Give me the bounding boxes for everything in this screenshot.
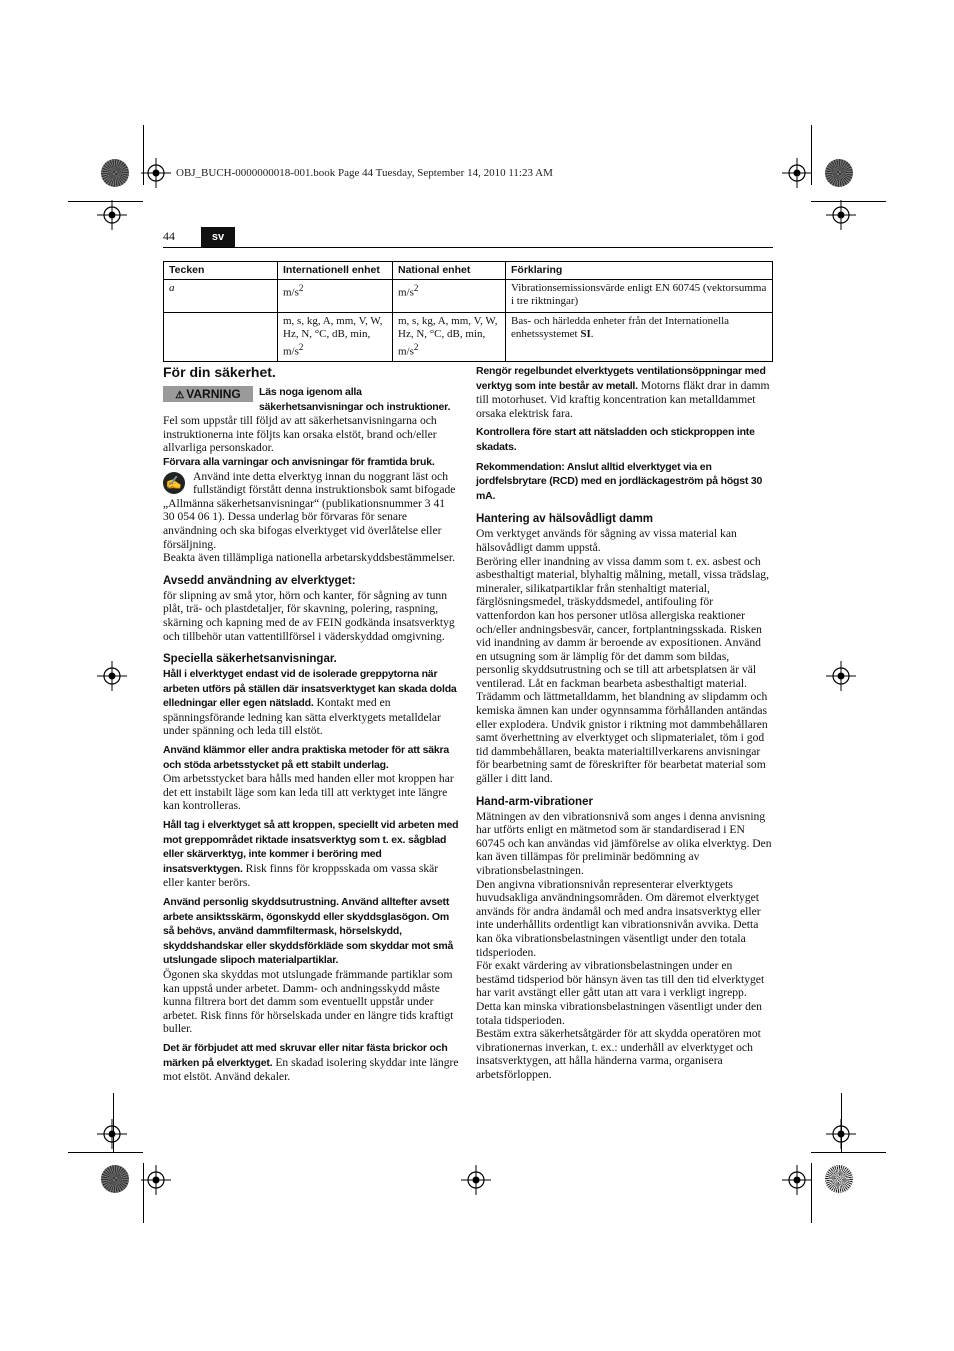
manual-paragraph: ✍ Använd inte detta elverktyg innan du noggrant läst och fullständigt förstått denna instruktionsbok samt bifogade „Allmänna säkerhetsanvisningar“ (publikationsnummer 3 41 30 054 06 1). Dessa underlag bör förvaras för senare användning och ska bifogas elverktyget vid överlåtelse eller försäljning. <box>163 469 456 551</box>
page-number: 44 <box>163 229 175 243</box>
warning-paragraph: ⚠ VARNING Läs noga igenom alla säkerhetsanvisningar och instruktioner. Fel som uppstår till följd av att säkerhetsanvisningarna och instruktionerna inte följts kan orsaka elstöt, brand och/eller allvarliga personskador. <box>163 386 451 455</box>
national-paragraph: Beakta även tillämpliga nationella arbetarskyddsbestämmelser. <box>163 551 456 565</box>
table-cell-intl-unit: m, s, kg, A, mm, V, W, Hz, N, °C, dB, min, $m/s^2$ <box>278 313 393 362</box>
language-tag: sv <box>201 227 235 247</box>
table-header-cell: National enhet <box>393 262 506 280</box>
trim-line <box>68 1152 143 1153</box>
table-header-row <box>164 262 773 280</box>
vibration-paragraph: Bestäm extra säkerhetsåtgärder för att skydda operatören mot vibrationernas inverkan, t. ex.: underhåll av elverktyget och insatsverktygen, att hålla händerna varma, organisera arbetsförloppen. <box>476 1027 761 1081</box>
trim-line <box>811 1152 886 1153</box>
heading-special-safety: Speciella säkerhetsanvisningar. <box>163 653 337 666</box>
heading-vibration: Hand-arm-vibrationer <box>476 795 593 808</box>
table-cell-intl-unit: $m/s^2$ <box>278 280 393 313</box>
table-header-cell: Förklaring <box>506 262 773 280</box>
trim-line <box>811 201 886 202</box>
header-rule <box>163 247 773 248</box>
trim-line <box>143 125 144 185</box>
safety-item: Använd personlig skyddsutrustning. Använd alltefter avsett arbete ansiktsskärm, ögonskydd eller skyddsglasögon. Om så behövs, använd dammfiltermask, hörselskydd, skyddshandskar eller skyddsförkläde som skyddar mot små utslungade slipoch materialpartiklar. Ögonen ska skyddas mot utslungade främmande partiklar som kan uppstå under arbetet. Damm- och andningsskydd måste kunna filtrera bort det damm som eventuellt uppstår under arbetet. Risk finns för hörselskada under en längre tids kraftigt buller. <box>163 896 454 1036</box>
vibration-paragraph: Den angivna vibrationsnivån representerar elverktygets huvudsakliga användningsområden. Om däremot elverktyget används för andra ändamål och med andra insatsverktyg eller inte underhållits ordentligt kan vibrationsnivån avvika. Detta kan öka vibrationsbelastningen väsentligt under den totala tidsperioden. <box>476 877 761 959</box>
table-cell-symbol <box>164 313 278 362</box>
color-disc-mark <box>825 1165 853 1193</box>
intended-use-text: för slipning av små ytor, hörn och kanter, för sågning av tunn plåt, trä- och plastdetaljer, för skavning, polering, raspning, skärning och kapning med de av FEIN godkända insatsverktyg och tillbehör utan vattentillförsel i väderskyddad omgivning. <box>163 588 455 643</box>
units-table <box>163 261 773 362</box>
registration-mark-icon <box>782 1165 812 1195</box>
color-disc-mark <box>101 1165 129 1193</box>
warning-triangle-icon: ⚠ <box>175 390 185 401</box>
registration-mark-icon <box>782 158 812 188</box>
safety-item: Håll tag i elverktyget så att kroppen, speciellt vid arbeten med mot greppområdet riktade insatsverktyg som t. ex. sågblad eller skärverktyg, inte kommer i beröring med insatsverktygen. Risk finns för kroppsskada om vassa skär eller kanter berörs. <box>163 819 459 890</box>
heading-dust: Hantering av hälsovådligt damm <box>476 513 654 526</box>
safety-item: Det är förbjudet att med skruvar eller nitar fästa brickor och märken på elverktyget. En skadad isolering skyddar inte längre mot elstöt. Använd dekaler. <box>163 1041 459 1084</box>
registration-mark-icon <box>97 200 127 230</box>
table-cell-symbol: a <box>164 280 278 313</box>
table-header-cell: Internationell enhet <box>278 262 393 280</box>
registration-mark-icon <box>826 661 856 691</box>
trim-line <box>68 201 143 202</box>
trim-line <box>143 1163 144 1223</box>
color-disc-mark <box>825 159 853 187</box>
registration-mark-icon <box>461 1165 491 1195</box>
safety-item: Håll i elverktyget endast vid de isolerade greppytorna när arbeten utförs på ställen där insatsverktyget kan skada dolda elledningar eller egen nätsladd. Kontakt med en spänningsförande ledning kan sätta elverktygets metalldelar under spänning och leda till elstöt. <box>163 668 457 738</box>
table-row <box>164 313 773 362</box>
trim-line <box>841 1093 842 1153</box>
safety-item: Använd klämmor eller andra praktiska metoder för att säkra och stöda arbetsstycket på ett stabilt underlag. Om arbetsstycket bara hålls med handen eller mot kroppen har det ett instabilt läge som kan leda till att verktyget inte längre kan kontrolleras. <box>163 744 454 813</box>
read-manual-icon: ✍ <box>163 472 185 494</box>
dust-paragraph: Trädamm och lättmetalldamm, het blandning av slipdamm och kemiska ämnen kan under ogynnsamma förhållanden antändas eller explodera. Undvik gnistor i riktning mot dammbehållaren samt överhettning av elverktyget och slipmaterialet, töm i god tid dammbehållaren, beakta materialtillverkarens anvisningar för bearbetning samt de föreskrifter för bearbetat material som gäller i ditt land. <box>476 690 768 786</box>
warning-badge: ⚠ VARNING <box>163 386 253 402</box>
safety-item: Rekommendation: Anslut alltid elverktyget via en jordfelsbrytare (RCD) med en jordläckageström på högst 30 mA. <box>476 460 763 502</box>
table-header-cell: Tecken <box>164 262 278 280</box>
heading-intended-use: Avsedd användning av elverktyget: <box>163 574 356 587</box>
print-slug: OBJ_BUCH-0000000018-001.book Page 44 Tuesday, September 14, 2010 11:23 AM <box>176 167 553 179</box>
color-disc-mark <box>101 159 129 187</box>
dust-paragraph: Om verktyget används för sågning av vissa material kan hälsovådligt damm uppstå. <box>476 527 737 554</box>
registration-mark-icon <box>141 158 171 188</box>
table-cell-desc: Bas- och härledda enheter från det Internationella enhetssystemet SI. <box>506 313 773 362</box>
trim-line <box>811 125 812 185</box>
table-cell-natl-unit: $m/s^2$ <box>393 280 506 313</box>
safety-item: Rengör regelbundet elverktygets ventilationsöppningar med verktyg som inte består av metall. Motorns fläkt drar in damm till motorhuset. Vid kraftig koncentration kan metalldammet orsaka elektrisk fara. <box>476 365 770 420</box>
safety-item: Kontrollera före start att nätsladden och stickproppen inte skadats. <box>476 426 755 453</box>
registration-mark-icon <box>141 1165 171 1195</box>
trim-line <box>113 1093 114 1153</box>
registration-mark-icon <box>826 200 856 230</box>
table-cell-desc: Vibrationsemissionsvärde enligt EN 60745 (vektorsumma i tre riktningar) <box>506 280 773 313</box>
vibration-paragraph: För exakt värdering av vibrationsbelastningen under en bestämd tidsperiod bör hänsyn även tas till den tid elverktyget har varit avstängt eller gått utan att vara i verkligt ingrepp. Detta kan minska vibrationsbelastningen väsentligt under den totala tidsperioden. <box>476 959 765 1027</box>
right-column <box>476 364 772 1082</box>
left-column <box>163 364 459 1089</box>
section-title: För din säkerhet. <box>163 364 276 380</box>
keep-instructions: Förvara alla varningar och anvisningar för framtida bruk. <box>163 455 435 468</box>
registration-mark-icon <box>97 1119 127 1149</box>
trim-line <box>811 1163 812 1223</box>
dust-paragraph: Beröring eller inandning av vissa damm som t. ex. asbest och asbesthaltigt material, blyhaltig målning, metall, vissa trädslag, mineraler, silikatpartiklar från stenhaltigt material, färglösningsmedel, träskyddsmedel, antifouling för vattenfordon kan hos personer utlösa allergiska reaktioner och/eller andningsbesvär, cancer, fortplantningsskada. Risken vid inandning av damm är beroende av expositionen. Använd en utsugning som är lämplig för det damm som bildas, personlig skyddsutrustning och se till att arbetsplatsen är väl ventilerad. Låt en fackman bearbeta asbesthaltigt material. <box>476 554 769 690</box>
table-row <box>164 280 773 313</box>
registration-mark-icon <box>97 661 127 691</box>
vibration-paragraph: Mätningen av den vibrationsnivå som anges i denna anvisning har utförts enligt en mätmetod som är standardiserad i EN 60745 och kan användas vid jämförelse av olika elverktyg. Den kan även tillämpas för preliminär bedömning av vibrationsbelastningen. <box>476 809 772 877</box>
table-cell-natl-unit: m, s, kg, A, mm, V, W, Hz, N, °C, dB, min, $m/s^2$ <box>393 313 506 362</box>
